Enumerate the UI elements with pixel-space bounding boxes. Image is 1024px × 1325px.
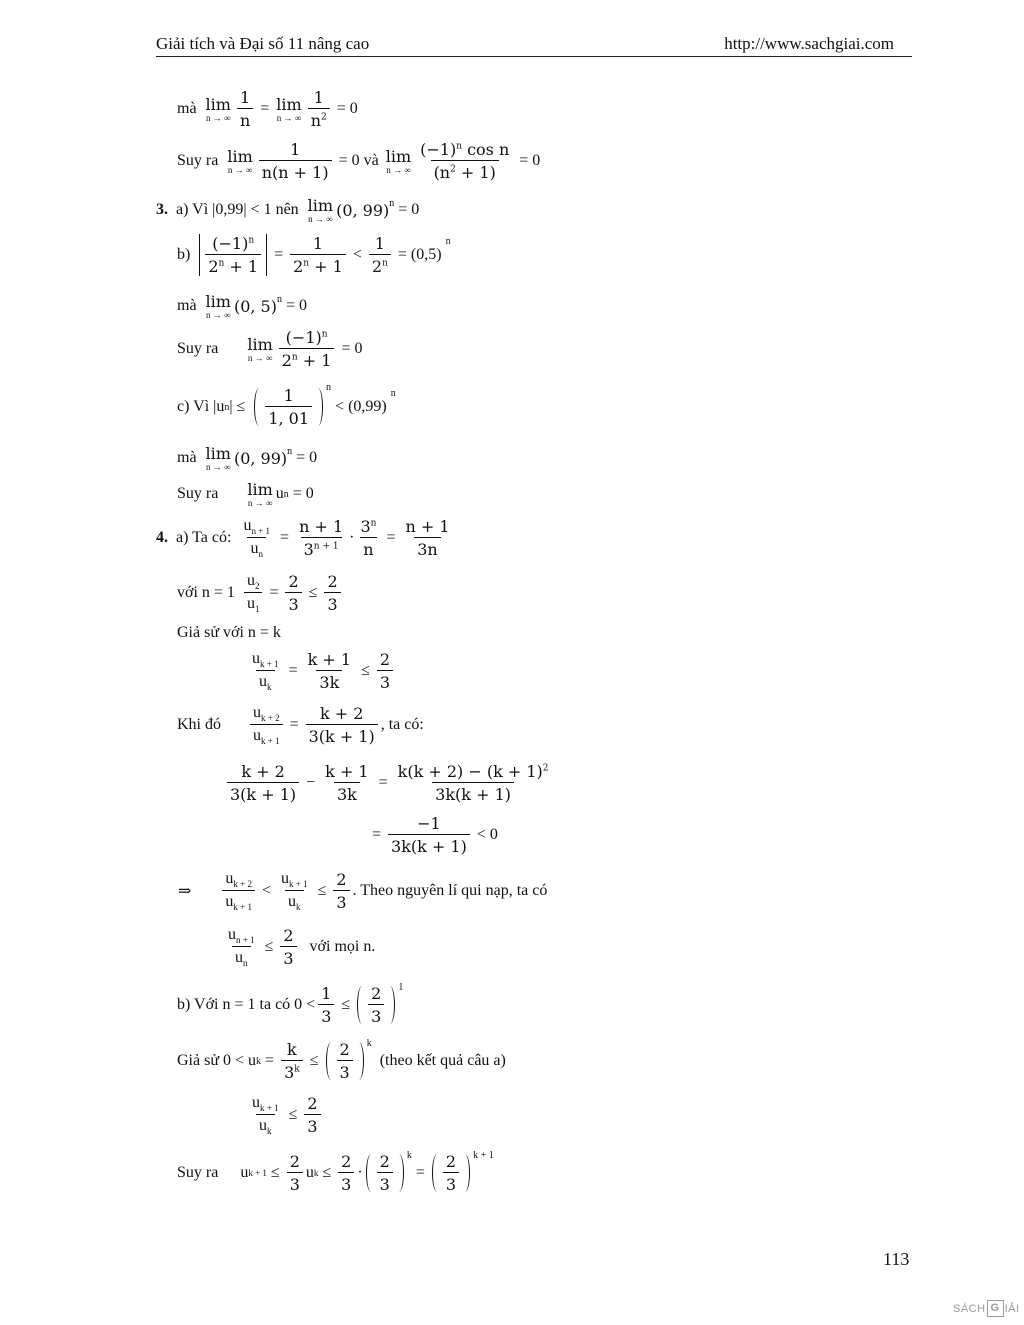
line-difference: k + 2 3(k + 1) − $\frac{k + 1}{3k}$ = $\frac{k(k + 2) - (k + 1)^2}{3k(k + 1)}$: [224, 762, 555, 804]
fraction: $\frac{u_{k + 2}}{u_{k + 1}}$: [250, 704, 283, 746]
fraction: $\frac{u_{k + 1}}{u_k}$: [252, 650, 279, 693]
line-ma-lim-099: mà lim n → ∞ (0, 99) n = 0: [177, 444, 318, 472]
line-suy-ra-3b: Suy ra lim n → ∞ $\frac{(-1)^n}{2^n + 1}$ = 0: [177, 328, 363, 370]
fraction: $\frac{k + 1}{3k}$: [325, 762, 369, 804]
lim-symbol: lim n → ∞: [227, 147, 253, 175]
fraction: $\frac{u_2}{u_1}$: [244, 572, 263, 614]
line-neg-result: = $\frac{-1}{3k(k + 1)}$ < 0: [372, 814, 498, 856]
lim-symbol: lim n → ∞: [247, 480, 273, 508]
line-suy-ra-3c: Suy ra lim n → ∞ u n = 0: [177, 480, 314, 508]
line-voi-n-1: với n = 1 $\frac{u_2}{u_1}$ = $\frac{2}{3}$ ≤ $\frac{2}{3}$: [177, 572, 344, 614]
fraction: $\frac{k}{3^k}$: [281, 1040, 303, 1082]
lim-symbol: lim n → ∞: [276, 95, 302, 123]
fraction: $\frac{-1}{3k(k + 1)}$: [388, 814, 470, 856]
page-header: [156, 36, 912, 57]
lim-symbol: lim n → ∞: [205, 95, 231, 123]
fraction: $\frac{u_{k + 1}}{u_k}$: [252, 1094, 279, 1137]
line-suy-ra-final: Suy ra u k + 1 ≤ $\frac{2}{3}$ u k ≤ $\frac{2}{3}$ · 2 3 k = 2 3 k + 1: [177, 1150, 494, 1194]
fraction: $\frac{n + 1}{3n}$: [405, 517, 450, 560]
fraction: $\frac{1}{n^2}$: [308, 88, 330, 130]
parentheses: 2 3: [357, 984, 395, 1026]
fraction: $\frac{2}{3}$: [333, 870, 349, 912]
fraction: $\frac{1}{2^n + 1}$: [290, 234, 346, 276]
header-url: http://www.sachgiai.com: [724, 34, 894, 53]
problem-3a: 3. a) Vì |0,99| < 1 nên lim n → ∞ (0, 99) n = 0: [156, 196, 420, 224]
fraction: $\frac{1}{2^n}$: [369, 234, 391, 276]
lim-symbol: lim n → ∞: [205, 292, 231, 320]
fraction: $\frac{k + 1}{3k}$: [307, 650, 352, 693]
fraction: $\frac{2}{3}$: [304, 1094, 320, 1136]
lim-symbol: lim n → ∞: [205, 444, 231, 472]
fraction: k + 2 3(k + 1): [227, 762, 299, 804]
fraction: $\frac{u_{n + 1}}{u_n}$: [228, 926, 255, 969]
fraction: $\frac{1}{n(n + 1)}$: [259, 140, 332, 182]
fraction: $\frac{(-1)^n \cos n}{(n^2 + 1)}$: [420, 140, 510, 182]
lim-symbol: lim n → ∞: [247, 335, 273, 363]
fraction: $\frac{3^n}{n}$: [360, 517, 377, 560]
fraction: $\frac{k + 2}{3(k + 1)}$: [306, 704, 378, 746]
line-uk1-over-uk-b: $\frac{u_{k + 1}}{u_k}$ ≤ $\frac{2}{3}$: [246, 1094, 324, 1136]
lim-symbol: lim n → ∞: [307, 196, 334, 224]
line-lim-1-over-n: mà lim n → ∞ $\frac{1}{n}$ = lim n → ∞ $\frac{1}{n^2}$ = 0: [177, 88, 358, 130]
fraction: $\frac{2}{3}$: [324, 572, 340, 614]
fraction: $u_{k + 2}$ $u_{k + 1}$: [222, 870, 255, 912]
fraction: $\frac{2}{3}$: [338, 1152, 354, 1194]
line-gia-su-n-k: Giả sử với n = k: [177, 624, 281, 641]
problem-3b: b) $(-1)^n$ $2^n + 1$ = $\frac{1}{2^n + 1}$ < $\frac{1}{2^n}$ = (0,5) n: [177, 234, 451, 276]
fraction: $\frac{k(k + 2) - (k + 1)^2}{3k(k + 1)}$: [397, 762, 549, 804]
fraction: $\frac{n + 1}{3^{n + 1}}$: [299, 517, 344, 560]
fraction: $\frac{u_{n + 1}}{u_n}$: [243, 517, 271, 560]
fraction: $\frac{1}{n}$: [237, 88, 253, 130]
problem-3c: c) Vì |u n | ≤ 1 1, 01 n < (0,99) n: [177, 382, 396, 428]
fraction: $\frac{2}{3}$: [287, 1152, 303, 1194]
fraction: $\frac{1}{3}$: [318, 984, 334, 1026]
watermark-logo: SÁCH G IẢI: [953, 1300, 1020, 1317]
header-title: Giải tích và Đại số 11 nâng cao: [156, 34, 370, 53]
problem-4b: b) Với n = 1 ta có 0 < $\frac{1}{3}$ ≤ 2 3 1: [177, 982, 404, 1026]
absolute-value: $(-1)^n$ $2^n + 1$: [199, 234, 267, 276]
line-for-all-n: $\frac{u_{n + 1}}{u_n}$ ≤ $\frac{2}{3}$ với mọi n.: [222, 926, 375, 968]
problem-4a: 4. a) Ta có: $\frac{u_{n + 1}}{u_n}$ = $\frac{n + 1}{3^{n + 1}}$ · $\frac{3^n}{n}$ = $\frac{n + 1}{3n}$: [156, 517, 456, 559]
parentheses: 2 3: [366, 1152, 404, 1194]
line-khi-do: Khi đó $\frac{u_{k + 2}}{u_{k + 1}}$ = $\frac{k + 2}{3(k + 1)}$ , ta có:: [177, 704, 424, 747]
fraction: $\frac{2}{3}$: [285, 572, 301, 614]
line-gia-su-uk: Giả sử 0 < u k = $\frac{k}{3^k}$ ≤ 2 3 k (theo kết quả câu a): [177, 1038, 506, 1082]
page-number: 113: [883, 1249, 910, 1269]
lim-symbol: lim n → ∞: [385, 147, 412, 175]
parentheses: 2 3: [326, 1040, 364, 1082]
line-uk1-over-uk: $\frac{u_{k + 1}}{u_k}$ = $\frac{k + 1}{3k}$ ≤ $\frac{2}{3}$: [246, 650, 396, 692]
fraction: $\frac{u_{k + 1}}{u_k}$: [281, 870, 308, 913]
line-ma-lim-05: mà lim n → ∞ (0, 5) n = 0: [177, 292, 307, 320]
line-implies: ⇒ $u_{k + 2}$ $u_{k + 1}$ < $\frac{u_{k + 1}}{u_k}$ ≤ $\frac{2}{3}$ . Theo nguyên lí qui nạp, ta có: [178, 870, 548, 913]
parentheses: 1 1, 01: [254, 386, 323, 428]
fraction: $\frac{(-1)^n}{2^n + 1}$: [279, 328, 335, 370]
line-suy-ra-1: Suy ra lim n → ∞ $\frac{1}{n(n + 1)}$ = 0 và lim n → ∞ $\frac{(-1)^n \cos n}{(n^2 + 1)}$ = 0: [177, 140, 541, 182]
fraction: $\frac{2}{3}$: [377, 650, 393, 692]
fraction: $\frac{2}{3}$: [280, 926, 296, 968]
parentheses: 2 3: [432, 1152, 470, 1194]
